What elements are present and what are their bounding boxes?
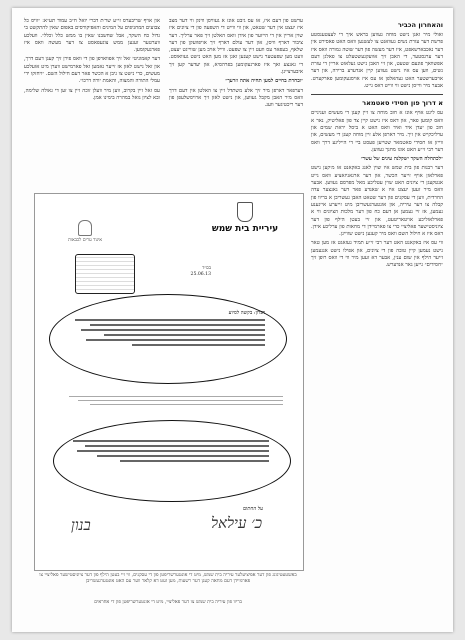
article-paragraph: ואולי מיר זאגן נישט מוחה געווען בראש איך די לעצטענסטע פרשת דער עזרת נשים געוואגט צו לעשנען וואס האט פאסירט אין דער נאכבארשאפט, איז דער מעשה פון דער שוטה גמורה וואס איז דער ערגסטער, די האבן זיך אוועקגעשטעלט צו פאלגן דעם אפשוואך פונעם שטעט, און זיי האבן נישט געלאזט אריין די עזרת נשים, ווען עס איז נישט געווען קיין אנדערע ברירה, און דער אויבערשטער האט געהאלפן אז עס איז אויסגעקומען פארקערט. אבער מיר ווייסן נישט ווי ווייט דאס גייט. bbox=[311, 32, 443, 90]
letter-text-block-2 bbox=[73, 438, 269, 465]
section-heading: והאחרון הכביר bbox=[397, 21, 443, 29]
city-crest-icon bbox=[237, 202, 253, 222]
sign-label: על החתום bbox=[242, 506, 263, 512]
secondary-letterhead bbox=[59, 220, 111, 244]
bold-quote: ״לכתחלה השקר ישקלנה עינים של עשר״ bbox=[360, 156, 443, 163]
article-paragraph: און אויף שריבערס זי״ע שר׳ת דברי יואל ח״ב עמוד תע״א: ״וויס כל צבועים המחניפים על המינים והאפיקורסים באפום שאין להתקשט בי גדול כח השקר, אבל שחשבנו שאין בו ממש כלל וכלל״. וועלכע ווערטער זענען ממש צוגעפאסט צו דער מעשה וואס איז פארגעקומען. bbox=[24, 18, 160, 54]
image-caption: באשטעטיגונג פון דער אפיציעלער עיריה בית שמש, מיט די אונטערשריפטן פון די עסקנים, ווי זיי בעטן הילף פון דער ציוניסטישער פאליציי צו פארמיידן דעם מחאה קעגן דער רשעות, מען זעט דא קלאר ווער עס האט אונטערגעשריבן bbox=[39, 573, 297, 585]
left-column bbox=[24, 18, 160, 104]
middle-column bbox=[169, 18, 303, 112]
article-paragraph: ווי עס איז באקאנט האט דער רבי זי״ע תמיד געזאגט אז מען טאר נישט נעמען קיין טובה פון די ציונים, און אפילו נישט אננעמען זייער הילף אין שום ענין, אבער דא זעען מיר ווי די וואס רופן זיך ״חסידים״ גייען גאר אנדערש. bbox=[311, 240, 443, 269]
section-heading: א דרוך פון חסידי סאטמאר bbox=[362, 99, 443, 108]
date-block bbox=[131, 266, 211, 278]
letter-date: 25.06.13 bbox=[190, 272, 211, 277]
emblem-icon bbox=[78, 220, 92, 236]
date-label: בס״ד bbox=[202, 266, 211, 271]
secondary-org: איגוד ערים לכבאות bbox=[67, 238, 103, 243]
scanned-letter-image bbox=[34, 193, 304, 571]
article-paragraph: עס ליגט אויף אונז א חוב מוחה צו זיין קעגן די מעשים ועניניים וואס קומען פאר, און דאס איז נישט קיין צד פון פאליטיק, נאר א חוב פון יעדן איד ואיד וואס האט א ביסל יראת שמים און ערליכקייט אין זיך. מיר דארפן אלע זיין מוחה קעגן די מעשים, און ווייזן אז חסידי סאטמאר שטייען פעסט ביי די הייליגע דרך וואס דער רבי זי״ע האט אונז מחנך געווען. bbox=[311, 110, 443, 153]
newspaper-page bbox=[12, 8, 453, 632]
signature-1: בנון bbox=[71, 516, 91, 534]
re-line: הנדון: בקשה לסיוע bbox=[228, 310, 265, 316]
stamp-block bbox=[75, 254, 135, 294]
letter-text-block bbox=[75, 310, 265, 349]
letterhead-title: עיריית בית שמש bbox=[211, 224, 279, 234]
bold-quote: ״ובחרת בחיים למען תחיה אתה וזרעך״ bbox=[225, 78, 303, 85]
letterhead bbox=[207, 202, 283, 234]
article-paragraph: עס זאל זיין בקרוב, ווען מיר וועלן זוכה זיין צו זען די גאולה שלימה, ובא לציון גואל במהרה בימינו אמן. bbox=[24, 87, 160, 101]
letter-body-text bbox=[69, 394, 283, 408]
article-paragraph: ערשט פון דעם איז, אז עס גיבט אונז א געוויסן ווינק ווי דער מצב איז יעצט אין דער שטאט, און ווי ווייט די השפעה פון די ציונים איז שוין אריין אין די הייזער פון אידן וואס האלטן זיך פאר ערליך. דער ציבור דארף וויסן, און דער עולם דארף זיך אויפוועקן פון דער שלאף, בעפאר עס וועט זיין צו שפעט. ווייל אויב מען שווייגט יעצט, וועט מען שפעטער נישט קענען זאגן אז מען האט נישט געוואוסט. די גאנצע זאך איז פארגעקומען בפרהסיא, און יעדער קען זיך איבערצייגן. bbox=[169, 18, 303, 76]
right-column bbox=[311, 18, 443, 272]
divider bbox=[311, 94, 443, 95]
image-caption-2: בריוו פון עיריה בית שמש צו דער פאליציי, מיט די אונטערשריפטן פון די אחראים bbox=[94, 600, 242, 605]
signature-2: כ׳ עילאל bbox=[211, 514, 263, 532]
article-paragraph: דער קאמוניטי זאל זיך אפווארפן פון די וואס פירן זיך קעגן דעם דרך, און זאל נישט לאזן אז זייער נאמען זאל פארמישט ווערן מיט אזעלכע מעשים, כדי נישט צו גיבן א הכשר פאר דעם חילול השם. ״ויחזקו ידי עמלי התורה והמצוה, והאמת יורה דרכו״. bbox=[24, 56, 160, 85]
article-paragraph: דערפאר דארפן מיר זיך אלע משתדל זיין צו האלטן אין דעם דרך וואס מיר האבן מקבל געווען, און נישט לאזן זיך ארויסשלעפן פון דער ריכטיגער וועג. bbox=[169, 87, 303, 109]
article-paragraph: דער רבנות פון בית שמש איז שוין לאנג באקאנט אז מ׳קען נישט פארלאזן אויף זייער הכשר, און דער ארגאניזאציע וואס גייט אנטקעגן די ציונים האט שוין עטליכע מאל מפרסם געווען. אבער וואס מיר זעען יעצט איז א שאנדע פאר דער גאנצער עדה החרדית, ווען די עסקנים פון דער שטאט האבן געשריבן א בריוו פון קבלה צו דער עיריה, און אונטערגעשריבן מיט זייערע אייגענע נעמען, אז זיי נעמען אן דעם כח פון דער מלכות הציונים ווי א פארלאזליכע אויטאריטעט, און זיי בעטן הילף פון דער ציוניסטישער פאליציי כדי צו פארמיידן די מחאות פון ערליכע אידן. דאס איז א חילול השם וואס מיר קענען נישט שווייגן. bbox=[311, 165, 443, 238]
